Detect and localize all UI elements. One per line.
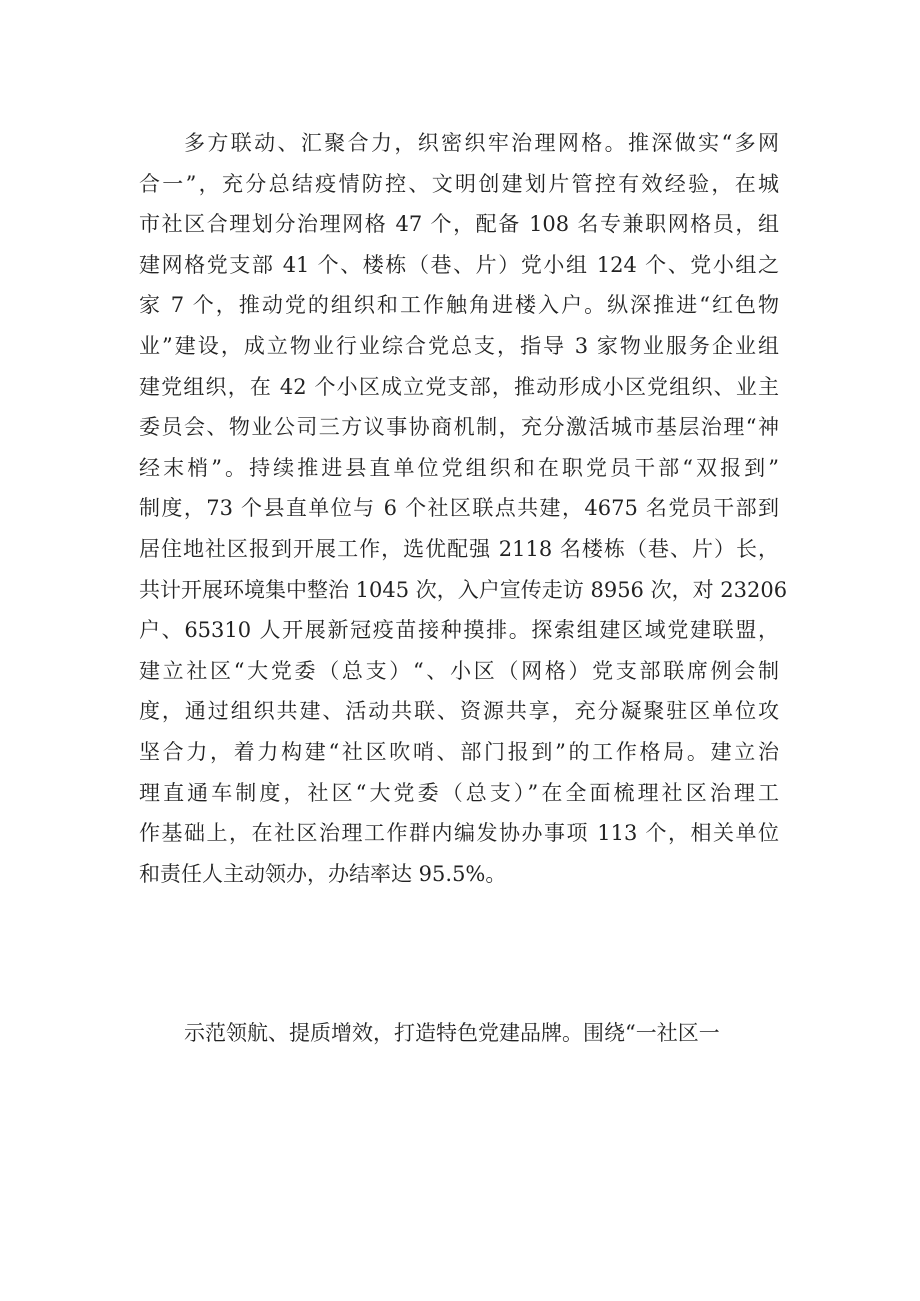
paragraph-1-line: 共计开展环境集中整治 1045 次，入户宣传走访 8956 次，对 23206 <box>139 577 788 602</box>
paragraph-1-line: 委员会、物业公司三方议事协商机制，充分激活城市基层治理“神 <box>139 415 779 440</box>
paragraph-1-line: 户、65310 人开展新冠疫苗接种摸排。探索组建区域党建联盟， <box>139 618 779 643</box>
paragraph-1-line: 经末梢”。持续推进县直单位党组织和在职党员干部“双报到” <box>139 455 779 480</box>
paragraph-1-line: 和责任人主动领办，办结率达 95.5%。 <box>139 861 507 886</box>
paragraph-1-line: 理直通车制度，社区“大党委（总支）”在全面梳理社区治理工 <box>139 780 779 805</box>
paragraph-1-line: 建党组织，在 42 个小区成立党支部，推动形成小区党组织、业主 <box>139 374 779 399</box>
paragraph-2-line: 示范领航、提质增效，打造特色党建品牌。围绕“一社区一 <box>184 1021 720 1045</box>
paragraph-1-line: 业”建设，成立物业行业综合党总支，指导 3 家物业服务企业组 <box>139 334 779 358</box>
paragraph-1-line: 作基础上，在社区治理工作群内编发协办事项 113 个，相关单位 <box>139 821 779 846</box>
paragraph-1-line: 建立社区“大党委（总支）“、小区（网格）党支部联席例会制 <box>139 658 779 683</box>
paragraph-1-line: 建网格党支部 41 个、楼栋（巷、片）党小组 124 个、党小组之 <box>139 252 779 277</box>
paragraph-1-line: 市社区合理划分治理网格 47 个，配备 108 名专兼职网格员，组 <box>139 212 779 237</box>
paragraph-1-line: 制度，73 个县直单位与 6 个社区联点共建，4675 名党员干部到 <box>139 496 779 521</box>
paragraph-1-line: 居住地社区报到开展工作，选优配强 2118 名楼栋（巷、片）长， <box>139 537 779 561</box>
paragraph-1-line: 家 7 个，推动党的组织和工作触角进楼入户。纵深推进“红色物 <box>139 293 779 318</box>
paragraph-1-line: 合一”，充分总结疫情防控、文明创建划片管控有效经验，在城 <box>139 171 779 196</box>
paragraph-1-line: 坚合力，着力构建“社区吹哨、部门报到”的工作格局。建立治 <box>139 740 779 764</box>
paragraph-1-line: 多方联动、汇聚合力，织密织牢治理网格。推深做实“多网 <box>184 131 779 155</box>
paragraph-1-line: 度，通过组织共建、活动共联、资源共享，充分凝聚驻区单位攻 <box>139 699 779 724</box>
